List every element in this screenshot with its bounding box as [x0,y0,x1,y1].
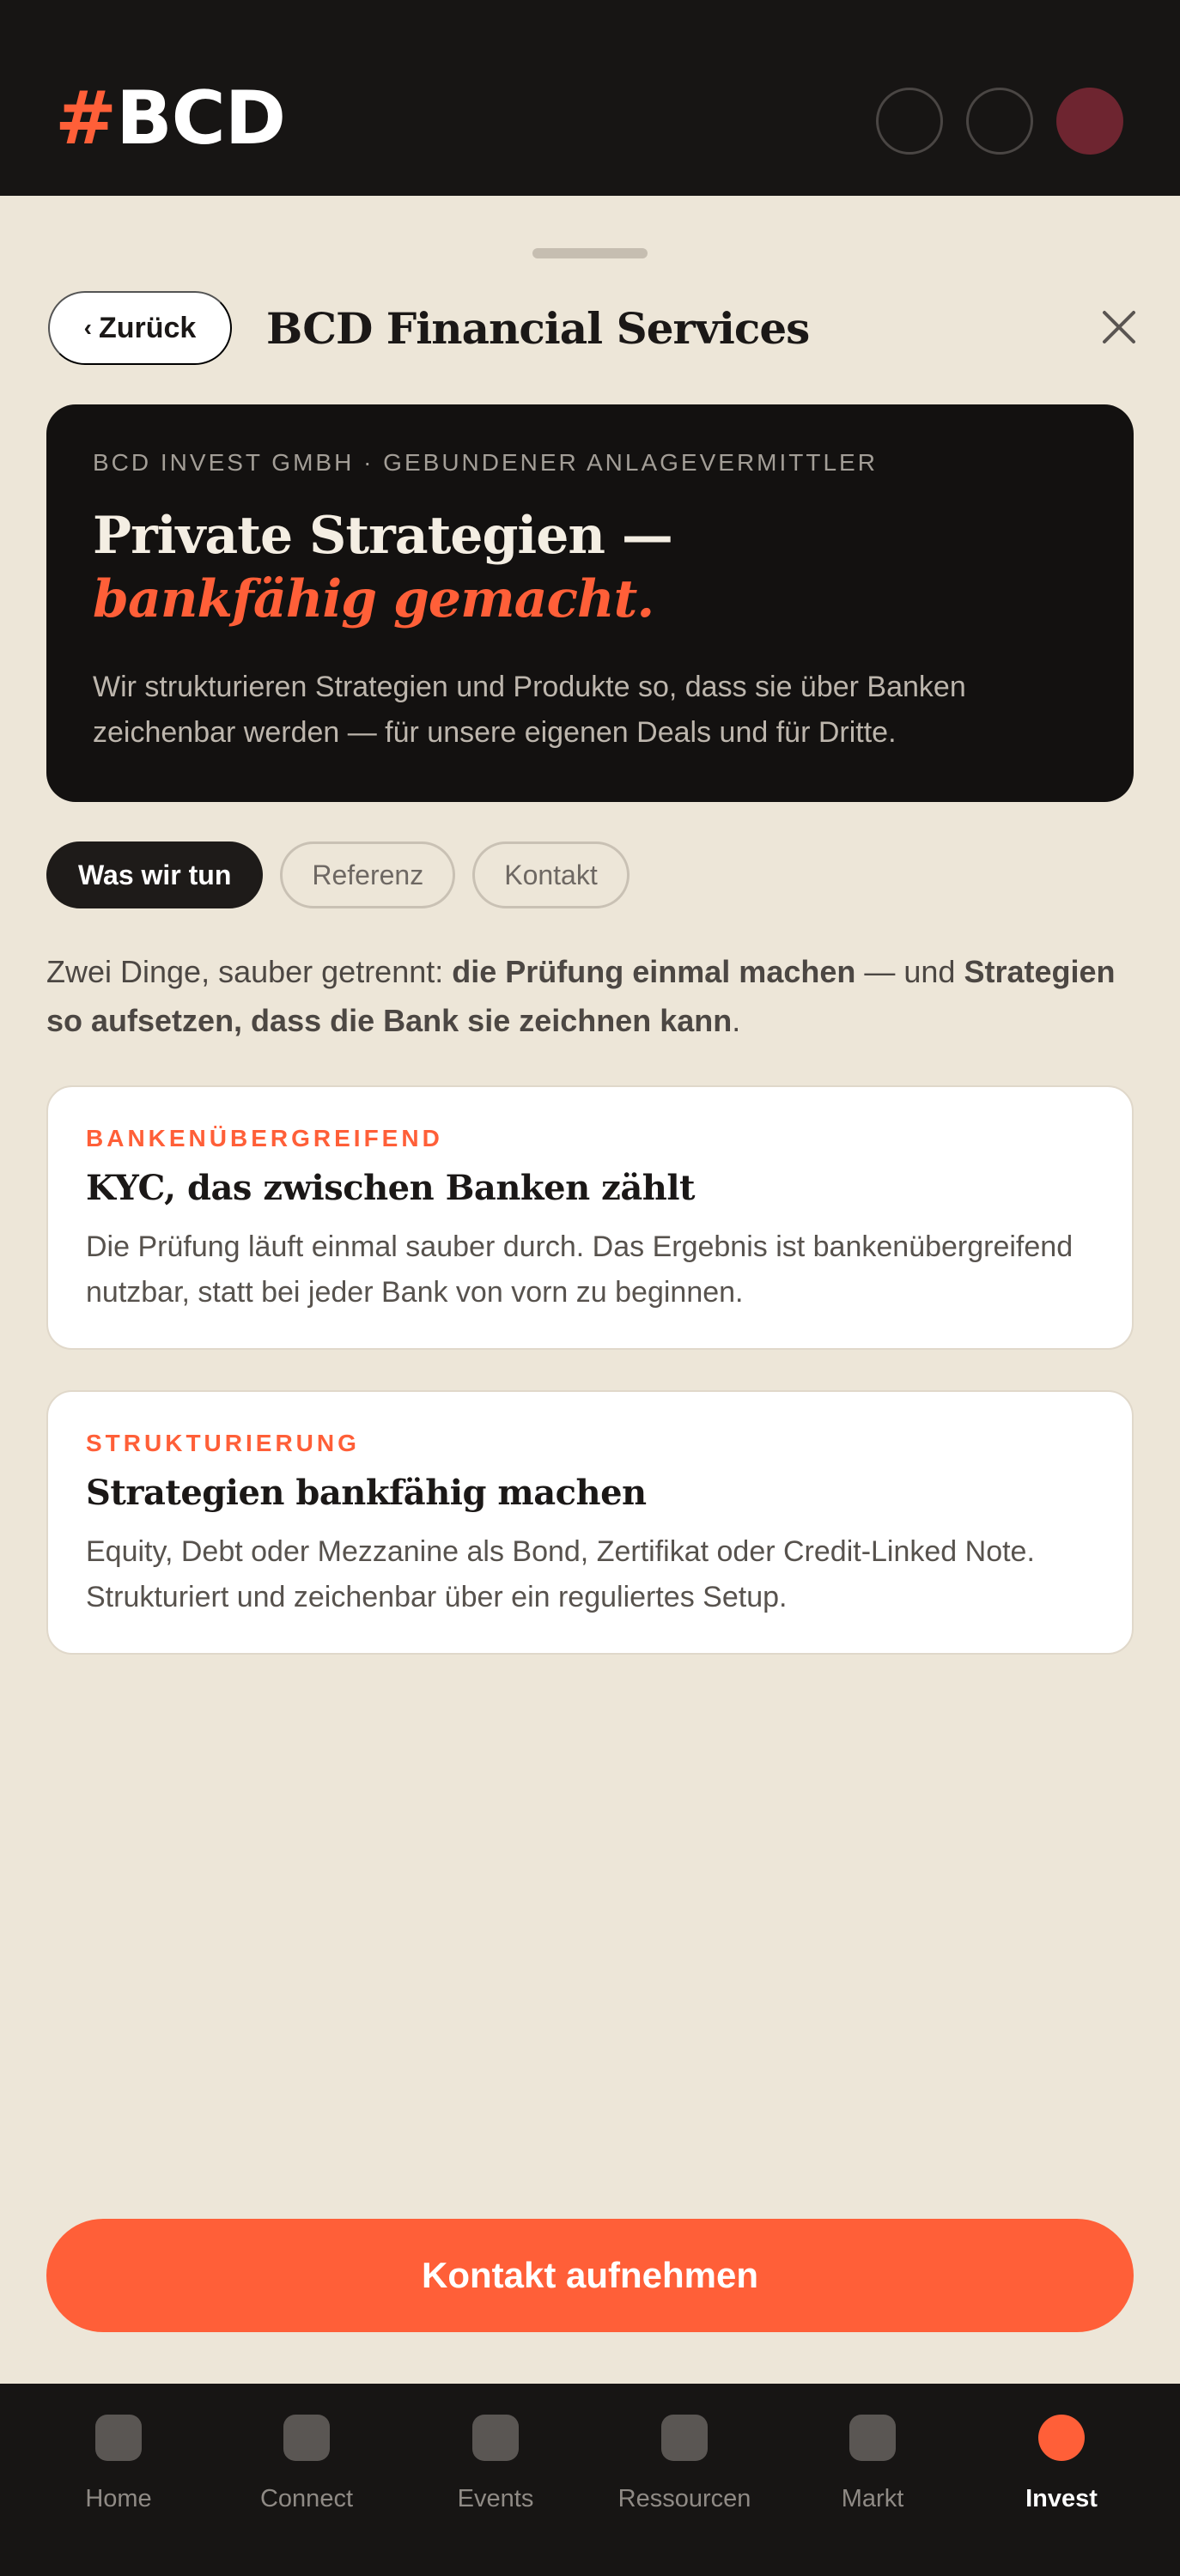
invest-icon [1038,2415,1085,2461]
market-icon [849,2415,896,2461]
card-eyebrow: STRUKTURIERUNG [86,1430,360,1456]
app-header [0,0,1180,196]
back-button-label: Zurück [98,311,197,344]
nav-item-ressourcen[interactable] [590,2415,779,2526]
intro-part3: . [732,1003,741,1038]
back-button[interactable] [48,291,232,365]
nav-item-connect[interactable] [212,2415,401,2526]
hero-title [93,504,672,631]
events-icon [472,2415,519,2461]
resources-icon [661,2415,708,2461]
nav-label: Ressourcen [617,2485,751,2512]
hero-title-accent: bankfähig gemacht. [93,569,654,629]
feature-card-strukturierung [46,1390,1134,1655]
nav-label: Markt [841,2485,904,2512]
nav-label: Events [457,2485,534,2512]
sheet-drag-handle[interactable] [532,248,648,258]
bottom-nav [0,2384,1180,2576]
nav-label: Connect [259,2485,353,2512]
hero-eyebrow: BCD INVEST GMBH · GEBUNDENER ANLAGEVERMITTLER [93,449,878,476]
feature-card-kyc [46,1085,1134,1350]
card-text: Equity, Debt oder Mezzanine als Bond, Zertifikat oder Credit-Linked Note. Strukturiert und zeichenbar über ein reguliertes Setup. [86,1535,1035,1613]
hero-card [46,404,1134,802]
intro-part2: — und [855,954,964,989]
logo-text: BCD [116,76,286,161]
card-text: Die Prüfung läuft einmal sauber durch. Das Ergebnis ist bankenübergreifend nutzbar, statt bei jeder Bank von vorn zu beginnen. [86,1230,1074,1309]
intro-text [46,947,1137,1045]
card-eyebrow: BANKENÜBERGREIFEND [86,1125,443,1151]
card-title: KYC, das zwischen Banken zählt [86,1168,695,1208]
intro-bold2: Strategien so aufsetzen, dass die Bank sie zeichnen kann [46,954,1116,1038]
tab-was-wir-tun[interactable]: Was wir tun [46,841,263,908]
tab-referenz[interactable]: Referenz [280,841,455,908]
hero-description: Wir strukturieren Strategien und Produkte so, dass sie über Banken zeichenbar werden — für unsere eigenen Deals und für Dritte. [93,671,966,749]
close-icon[interactable] [1101,309,1137,345]
tab-kontakt[interactable]: Kontakt [472,841,630,908]
nav-label: Invest [1025,2485,1098,2512]
nav-item-markt[interactable] [778,2415,967,2526]
intro-bold1: die Prüfung einmal machen [452,954,856,989]
hero-title-line1: Private Strategien — [93,506,672,566]
chevron-left-icon: ‹ [83,314,92,341]
nav-label: Home [85,2485,152,2512]
nav-item-home[interactable] [24,2415,213,2526]
nav-item-invest[interactable] [967,2415,1156,2526]
contact-cta-button[interactable]: Kontakt aufnehmen [46,2219,1134,2332]
nav-item-events[interactable] [401,2415,590,2526]
header-action-button-2[interactable] [966,88,1033,155]
bcd-logo[interactable] [55,76,285,161]
card-title: Strategien bankfähig machen [86,1473,647,1513]
section-tabs [46,841,630,908]
intro-part1: Zwei Dinge, sauber getrennt: [46,954,453,989]
header-action-button-1[interactable] [876,88,943,155]
home-icon [95,2415,142,2461]
profile-avatar[interactable] [1056,88,1123,155]
connect-icon [283,2415,330,2461]
logo-hash: # [55,76,117,161]
sheet-title: BCD Financial Services [266,303,810,354]
